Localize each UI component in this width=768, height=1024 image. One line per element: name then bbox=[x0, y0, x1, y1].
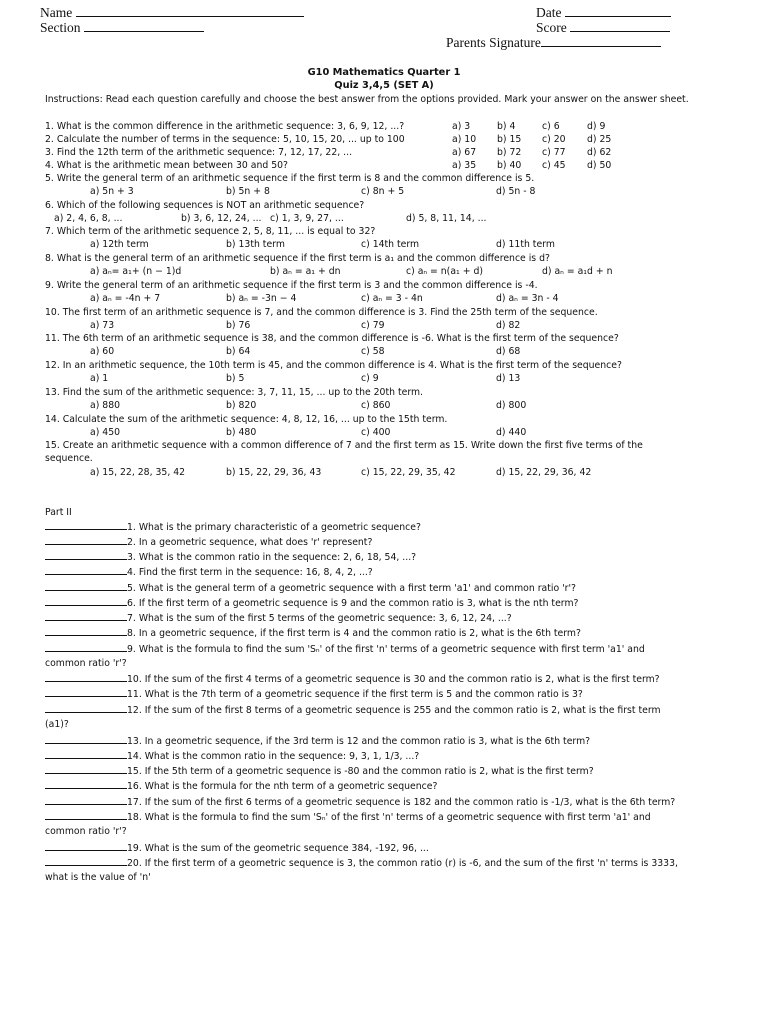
part2-question-text: 18. What is the formula to find the sum 'Sₙ' of the first 'n' terms of a geometric sequence with first term 'a1' and bbox=[127, 812, 651, 823]
date-label: Date bbox=[536, 5, 562, 20]
quiz-subtitle: Quiz 3,4,5 (SET A) bbox=[334, 80, 434, 91]
q8-option-d[interactable]: d) aₙ = a₁d + n bbox=[542, 266, 613, 277]
q4-option-a[interactable]: a) 35 bbox=[452, 160, 477, 171]
part2-question-text: 19. What is the sum of the geometric sequence 384, -192, 96, ... bbox=[127, 843, 429, 854]
part2-item-19 bbox=[45, 841, 429, 855]
question-5: 5. Write the general term of an arithmetic sequence if the first term is 8 and the common difference is 5. bbox=[45, 173, 535, 184]
name-field[interactable] bbox=[40, 4, 304, 20]
q10-option-d[interactable]: d) 82 bbox=[496, 320, 521, 331]
part2-question-text: 5. What is the general term of a geometric sequence with a first term 'a1' and common ratio 'r'? bbox=[127, 583, 576, 594]
q2-option-c[interactable]: c) 20 bbox=[542, 134, 566, 145]
part2-item-18-continued: common ratio 'r'? bbox=[45, 826, 127, 837]
part2-item-20 bbox=[45, 856, 678, 870]
q10-option-c[interactable]: c) 79 bbox=[361, 320, 385, 331]
q5-option-a[interactable]: a) 5n + 3 bbox=[90, 186, 134, 197]
answer-blank[interactable] bbox=[45, 795, 127, 805]
answer-blank[interactable] bbox=[45, 779, 127, 789]
question-2: 2. Calculate the number of terms in the sequence: 5, 10, 15, 20, ... up to 100 bbox=[45, 134, 405, 145]
parents-signature-label: Parents Signature bbox=[446, 35, 541, 50]
answer-blank[interactable] bbox=[45, 856, 127, 866]
q9-option-d[interactable]: d) aₙ = 3n - 4 bbox=[496, 293, 559, 304]
part2-question-text: 9. What is the formula to find the sum 'Sₙ' of the first 'n' terms of a geometric sequence with first term 'a1' and bbox=[127, 644, 645, 655]
part2-item-6 bbox=[45, 596, 578, 610]
part2-question-text: 7. What is the sum of the first 5 terms of the geometric sequence: 3, 6, 12, 24, ...? bbox=[127, 613, 512, 624]
answer-blank[interactable] bbox=[45, 520, 127, 530]
date-field[interactable] bbox=[536, 4, 671, 20]
answer-blank[interactable] bbox=[45, 596, 127, 606]
q7-option-a[interactable]: a) 12th term bbox=[90, 239, 149, 250]
answer-blank[interactable] bbox=[45, 810, 127, 820]
q12-option-a[interactable]: a) 1 bbox=[90, 373, 109, 384]
q11-option-d[interactable]: d) 68 bbox=[496, 346, 521, 357]
q8-option-a[interactable]: a) aₙ= a₁+ (n − 1)d bbox=[90, 266, 182, 277]
part2-question-text: 17. If the sum of the first 6 terms of a geometric sequence is 182 and the common ratio is -1/3, what is the 6th term? bbox=[127, 797, 676, 808]
part2-question-text: 13. In a geometric sequence, if the 3rd term is 12 and the common ratio is 3, what is the 6th term? bbox=[127, 736, 591, 747]
part2-item-15 bbox=[45, 764, 594, 778]
part2-question-text: 16. What is the formula for the nth term of a geometric sequence? bbox=[127, 781, 438, 792]
q10-option-b[interactable]: b) 76 bbox=[226, 320, 251, 331]
question-1: 1. What is the common difference in the arithmetic sequence: 3, 6, 9, 12, ...? bbox=[45, 121, 405, 132]
date-line[interactable] bbox=[565, 4, 671, 17]
answer-blank[interactable] bbox=[45, 550, 127, 560]
answer-blank[interactable] bbox=[45, 764, 127, 774]
name-line[interactable] bbox=[76, 4, 304, 17]
q13-option-c[interactable]: c) 860 bbox=[361, 400, 391, 411]
question-7: 7. Which term of the arithmetic sequence 2, 5, 8, 11, ... is equal to 32? bbox=[45, 226, 376, 237]
part2-item-13 bbox=[45, 734, 590, 748]
q13-option-a[interactable]: a) 880 bbox=[90, 400, 121, 411]
answer-blank[interactable] bbox=[45, 734, 127, 744]
q9-option-b[interactable]: b) aₙ = -3n − 4 bbox=[226, 293, 297, 304]
parents-signature-field[interactable] bbox=[446, 34, 661, 50]
q6-option-b[interactable]: b) 3, 6, 12, 24, ... bbox=[181, 213, 262, 224]
q7-option-d[interactable]: d) 11th term bbox=[496, 239, 555, 250]
part2-item-3 bbox=[45, 550, 416, 564]
part2-item-10 bbox=[45, 672, 660, 686]
q3-option-c[interactable]: c) 77 bbox=[542, 147, 566, 158]
part2-item-12-continued: (a1)? bbox=[45, 719, 69, 730]
question-6: 6. Which of the following sequences is NOT an arithmetic sequence? bbox=[45, 200, 365, 211]
section-line[interactable] bbox=[84, 19, 204, 32]
question-11: 11. The 6th term of an arithmetic sequence is 38, and the common difference is -6. What is the first term of the sequence? bbox=[45, 333, 619, 344]
instructions: Instructions: Read each question carefully and choose the best answer from the options provided. Mark your answer on the answer sheet. bbox=[45, 94, 689, 105]
answer-blank[interactable] bbox=[45, 749, 127, 759]
part2-question-text: 14. What is the common ratio in the sequence: 9, 3, 1, 1/3, ...? bbox=[127, 751, 420, 762]
section-label: Section bbox=[40, 20, 81, 35]
q10-option-a[interactable]: a) 73 bbox=[90, 320, 115, 331]
q4-option-c[interactable]: c) 45 bbox=[542, 160, 566, 171]
q5-option-d[interactable]: d) 5n - 8 bbox=[496, 186, 536, 197]
q9-option-c[interactable]: c) aₙ = 3 - 4n bbox=[361, 293, 423, 304]
q1-option-a[interactable]: a) 3 bbox=[452, 121, 471, 132]
answer-blank[interactable] bbox=[45, 565, 127, 575]
q11-option-a[interactable]: a) 60 bbox=[90, 346, 115, 357]
part2-item-9 bbox=[45, 642, 645, 656]
q14-option-d[interactable]: d) 440 bbox=[496, 427, 527, 438]
part2-question-text: 11. What is the 7th term of a geometric sequence if the first term is 5 and the common ratio is 3? bbox=[127, 689, 583, 700]
q13-option-d[interactable]: d) 800 bbox=[496, 400, 527, 411]
q7-option-c[interactable]: c) 14th term bbox=[361, 239, 420, 250]
part-2-heading: Part II bbox=[45, 507, 72, 518]
question-8: 8. What is the general term of an arithmetic sequence if the first term is a₁ and the common difference is d? bbox=[45, 253, 550, 264]
section-field[interactable] bbox=[40, 19, 204, 35]
part2-item-11 bbox=[45, 687, 583, 701]
q8-option-b[interactable]: b) aₙ = a₁ + dn bbox=[270, 266, 341, 277]
q3-option-d[interactable]: d) 62 bbox=[587, 147, 612, 158]
q1-option-b[interactable]: b) 4 bbox=[497, 121, 516, 132]
q15-option-b[interactable]: b) 15, 22, 29, 36, 43 bbox=[226, 467, 322, 478]
q13-option-b[interactable]: b) 820 bbox=[226, 400, 257, 411]
part2-question-text: 10. If the sum of the first 4 terms of a geometric sequence is 30 and the common ratio is 2, what is the first term? bbox=[127, 674, 660, 685]
q9-option-a[interactable]: a) aₙ = -4n + 7 bbox=[90, 293, 161, 304]
q4-option-d[interactable]: d) 50 bbox=[587, 160, 612, 171]
question-14: 14. Calculate the sum of the arithmetic sequence: 4, 8, 12, 16, ... up to the 15th term. bbox=[45, 414, 448, 425]
name-label: Name bbox=[40, 5, 73, 20]
q2-option-d[interactable]: d) 25 bbox=[587, 134, 612, 145]
answer-blank[interactable] bbox=[45, 672, 127, 682]
part2-question-text: 6. If the first term of a geometric sequence is 9 and the common ratio is 3, what is the nth term? bbox=[127, 598, 579, 609]
answer-blank[interactable] bbox=[45, 687, 127, 697]
q15-option-a[interactable]: a) 15, 22, 28, 35, 42 bbox=[90, 467, 186, 478]
q5-option-b[interactable]: b) 5n + 8 bbox=[226, 186, 270, 197]
part2-item-2 bbox=[45, 535, 372, 549]
part2-item-16 bbox=[45, 779, 437, 793]
q15-option-d[interactable]: d) 15, 22, 29, 36, 42 bbox=[496, 467, 592, 478]
question-3: 3. Find the 12th term of the arithmetic sequence: 7, 12, 17, 22, ... bbox=[45, 147, 353, 158]
q2-option-b[interactable]: b) 15 bbox=[497, 134, 522, 145]
part2-question-text: 8. In a geometric sequence, if the first term is 4 and the common ratio is 2, what is the 6th term? bbox=[127, 628, 581, 639]
part2-question-text: 12. If the sum of the first 8 terms of a geometric sequence is 255 and the common ratio is 2, what is the first term bbox=[127, 705, 661, 716]
q14-option-b[interactable]: b) 480 bbox=[226, 427, 257, 438]
q6-option-a[interactable]: a) 2, 4, 6, 8, ... bbox=[54, 213, 123, 224]
part2-item-9-continued: common ratio 'r'? bbox=[45, 658, 127, 669]
answer-blank[interactable] bbox=[45, 841, 127, 851]
question-12: 12. In an arithmetic sequence, the 10th term is 45, and the common difference is 4. What is the first term of the sequence? bbox=[45, 360, 622, 371]
answer-blank[interactable] bbox=[45, 611, 127, 621]
question-10: 10. The first term of an arithmetic sequence is 7, and the common difference is 3. Find the 25th term of the sequence. bbox=[45, 307, 598, 318]
question-15-continued: sequence. bbox=[45, 453, 93, 464]
score-line[interactable] bbox=[570, 19, 670, 32]
q12-option-b[interactable]: b) 5 bbox=[226, 373, 245, 384]
parents-signature-line[interactable] bbox=[541, 34, 661, 47]
q14-option-a[interactable]: a) 450 bbox=[90, 427, 121, 438]
part2-item-5 bbox=[45, 581, 576, 595]
question-15: 15. Create an arithmetic sequence with a common difference of 7 and the first term as 15. Write down the first five terms of the bbox=[45, 440, 643, 451]
q8-option-c[interactable]: c) aₙ = n(a₁ + d) bbox=[406, 266, 483, 277]
q6-option-c[interactable]: c) 1, 3, 9, 27, ... bbox=[270, 213, 344, 224]
answer-blank[interactable] bbox=[45, 703, 127, 713]
q3-option-a[interactable]: a) 67 bbox=[452, 147, 477, 158]
question-9: 9. Write the general term of an arithmetic sequence if the first term is 3 and the common difference is -4. bbox=[45, 280, 538, 291]
part2-question-text: 1. What is the primary characteristic of a geometric sequence? bbox=[127, 522, 421, 533]
q7-option-b[interactable]: b) 13th term bbox=[226, 239, 285, 250]
part2-question-text: 3. What is the common ratio in the sequence: 2, 6, 18, 54, ...? bbox=[127, 552, 417, 563]
part2-item-17 bbox=[45, 795, 675, 809]
q14-option-c[interactable]: c) 400 bbox=[361, 427, 391, 438]
q15-option-c[interactable]: c) 15, 22, 29, 35, 42 bbox=[361, 467, 456, 478]
q5-option-c[interactable]: c) 8n + 5 bbox=[361, 186, 405, 197]
q11-option-b[interactable]: b) 64 bbox=[226, 346, 251, 357]
part2-item-20-continued: what is the value of 'n' bbox=[45, 872, 151, 883]
part2-question-text: 2. In a geometric sequence, what does 'r' represent? bbox=[127, 537, 373, 548]
answer-blank[interactable] bbox=[45, 581, 127, 591]
q6-option-d[interactable]: d) 5, 8, 11, 14, ... bbox=[406, 213, 487, 224]
quiz-title: G10 Mathematics Quarter 1 bbox=[307, 67, 461, 78]
q3-option-b[interactable]: b) 72 bbox=[497, 147, 522, 158]
part2-item-14 bbox=[45, 749, 419, 763]
q2-option-a[interactable]: a) 10 bbox=[452, 134, 477, 145]
q4-option-b[interactable]: b) 40 bbox=[497, 160, 522, 171]
answer-blank[interactable] bbox=[45, 626, 127, 636]
part2-item-12 bbox=[45, 703, 661, 717]
part2-question-text: 20. If the first term of a geometric sequence is 3, the common ratio (r) is -6, and the sum of the first 'n' terms is 3333, bbox=[127, 858, 678, 869]
part2-item-18 bbox=[45, 810, 651, 824]
question-4: 4. What is the arithmetic mean between 30 and 50? bbox=[45, 160, 288, 171]
score-label: Score bbox=[536, 20, 567, 35]
part2-item-4 bbox=[45, 565, 373, 579]
part2-question-text: 15. If the 5th term of a geometric sequence is -80 and the common ratio is 2, what is the first term? bbox=[127, 766, 594, 777]
q1-option-d[interactable]: d) 9 bbox=[587, 121, 606, 132]
question-13: 13. Find the sum of the arithmetic sequence: 3, 7, 11, 15, ... up to the 20th term. bbox=[45, 387, 423, 398]
answer-blank[interactable] bbox=[45, 535, 127, 545]
part2-item-8 bbox=[45, 626, 581, 640]
q12-option-c[interactable]: c) 9 bbox=[361, 373, 379, 384]
q1-option-c[interactable]: c) 6 bbox=[542, 121, 560, 132]
part2-item-7 bbox=[45, 611, 512, 625]
part2-item-1 bbox=[45, 520, 421, 534]
q12-option-d[interactable]: d) 13 bbox=[496, 373, 521, 384]
score-field[interactable] bbox=[536, 19, 670, 35]
q11-option-c[interactable]: c) 58 bbox=[361, 346, 385, 357]
part2-question-text: 4. Find the first term in the sequence: 16, 8, 4, 2, ...? bbox=[127, 567, 373, 578]
answer-blank[interactable] bbox=[45, 642, 127, 652]
